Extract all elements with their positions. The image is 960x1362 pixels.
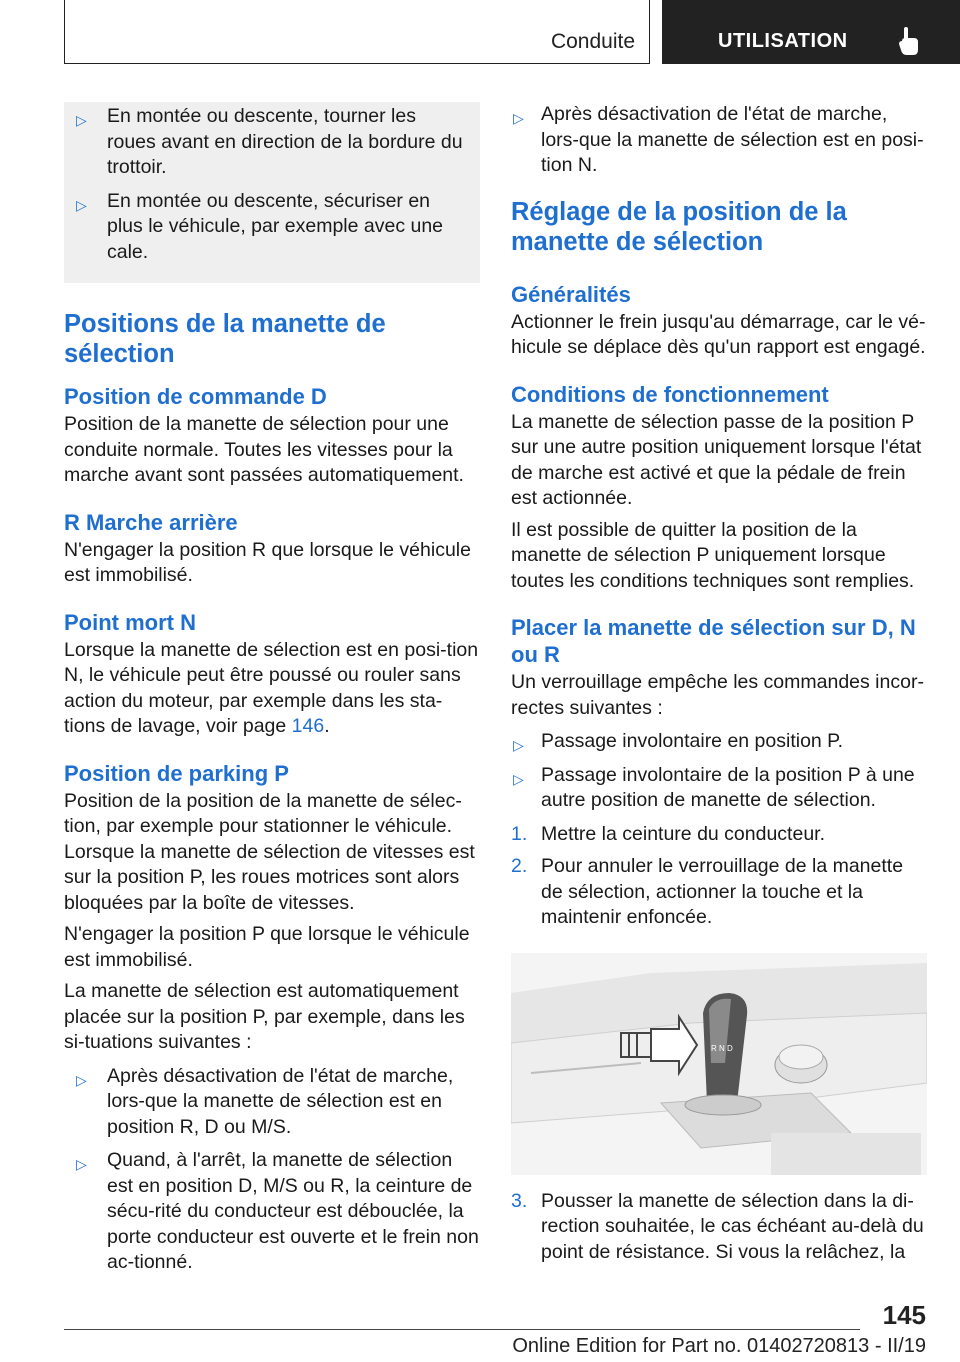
list-item: ▷ Passage involontaire de la position P à une autre position de manette de sélection. — [513, 763, 915, 811]
paragraph: N'engager la position R que lorsque le véhicule est immobilisé. — [64, 538, 471, 586]
triangle-bullet-icon: ▷ — [76, 112, 87, 128]
continued-list — [511, 102, 927, 179]
step-item: 3. Pousser la manette de sélection dans la di-rection souhaitée, le cas échéant au-delà du point de résistance. Si vous la relâchez, la — [511, 1189, 924, 1263]
paragraph: La manette de sélection est automatiquement placée sur la position P, par exemple, dans les si-tuations suivantes : — [64, 980, 465, 1053]
left-column — [64, 102, 480, 1284]
paragraph: La manette de sélection passe de la position P sur une autre position uniquement lorsque l'état de marche est activé et que la pédale de frein est actionnée. — [511, 410, 922, 509]
subheading-place: Placer la manette de sélection sur D, N ou R — [511, 615, 916, 667]
list-item: ▷ Quand, à l'arrêt, la manette de sélection est en position D, M/S ou R, la ceinture de sécu-rité du conducteur est débouclée, la porte conducteur est ouverte et le frein non ac-tionné. — [76, 1149, 479, 1273]
triangle-bullet-icon: ▷ — [513, 110, 524, 126]
header-chapter-title: UTILISATION — [718, 30, 848, 52]
steps-list — [511, 822, 927, 931]
paragraph: N'engager la position P que lorsque le véhicule est immobilisé. — [64, 923, 470, 971]
gear-selector-illustration — [511, 953, 927, 1175]
triangle-bullet-icon: ▷ — [76, 1156, 87, 1172]
section-heading: Réglage de la position de la manette de sélection — [511, 197, 847, 256]
step-item: 2. Pour annuler le verrouillage de la manette de sélection, actionner la touche et la maintenir enfoncée. — [511, 855, 904, 928]
footer-divider — [64, 1329, 860, 1330]
paragraph: Lorsque la manette de sélection est en posi-tion N, le véhicule peut être poussé ou rouler sans action du moteur, par exemple dans les sta-tions de lavage, voir page 146. — [64, 638, 479, 737]
hand-pointer-icon — [898, 26, 920, 56]
list-item: ▷ En montée ou descente, sécuriser en plus le véhicule, par exemple avec une cale. — [76, 189, 444, 263]
subheading-p: Position de parking P — [64, 760, 289, 786]
section-heading: Positions de la manette de sélection — [64, 310, 386, 368]
subheading-general: Généralités — [511, 281, 631, 307]
caution-list — [64, 104, 470, 265]
subheading-n: Point mort N — [64, 609, 196, 635]
step-item: 1. Mettre la ceinture du conducteur. — [511, 822, 927, 848]
subheading-d: Position de commande D — [64, 384, 327, 409]
list-item: ▷ En montée ou descente, tourner les roues avant en direction de la bordure du trottoir. — [76, 105, 463, 178]
page-number: 145 — [882, 1300, 926, 1330]
svg-text:R N D: R N D — [711, 1043, 733, 1053]
footer-edition: Online Edition for Part no. 01402720813 - II/19 — [512, 1335, 926, 1357]
steps-list-continued — [511, 1189, 927, 1266]
paragraph: Actionner le frein jusqu'au démarrage, car le vé-hicule se déplace dès qu'un rapport est engagé. — [511, 310, 926, 358]
subheading-conditions: Conditions de fonctionnement — [511, 381, 829, 407]
header-section-box — [64, 0, 650, 64]
header-chapter-tab — [662, 0, 960, 64]
list-item: ▷ Passage involontaire en position P. — [511, 729, 927, 755]
header-section-title: Conduite — [550, 30, 635, 53]
right-column — [511, 102, 927, 1272]
paragraph: Position de la position de la manette de sélec-tion, par exemple pour stationner le véhicule. Lorsque la manette de sélection de vitesses est sur la position P, les roues motrices sont alors bloquées par la boîte de vitesses. — [64, 789, 475, 914]
step-number: 2. — [511, 855, 528, 877]
paragraph: Position de la manette de sélection pour une conduite normale. Toutes les vitesses pour la marche avant sont passées automatiquement. — [64, 413, 464, 486]
paragraph: Un verrouillage empêche les commandes incor-rectes suivantes : — [511, 671, 924, 719]
caution-box — [64, 102, 480, 283]
triangle-bullet-icon: ▷ — [513, 737, 524, 753]
page-link[interactable]: 146 — [291, 715, 325, 737]
place-list — [511, 729, 927, 814]
paragraph: Il est possible de quitter la position de la manette de sélection P uniquement lorsque toutes les conditions techniques sont remplies. — [511, 518, 915, 592]
step-number: 3. — [511, 1189, 528, 1212]
p-situations-list — [64, 1064, 480, 1276]
list-item: ▷ Après désactivation de l'état de marche, lors-que la manette de sélection est en position R, D ou M/S. — [76, 1064, 454, 1138]
triangle-bullet-icon: ▷ — [76, 196, 87, 213]
triangle-bullet-icon: ▷ — [513, 770, 524, 787]
gear-selector-drawing — [511, 953, 927, 1175]
subheading-r: R Marche arrière — [64, 509, 238, 535]
list-item: ▷ Après désactivation de l'état de marche, lors-que la manette de sélection est en posi-tion N. — [513, 103, 924, 176]
triangle-bullet-icon: ▷ — [76, 1071, 87, 1088]
step-number: 1. — [511, 822, 528, 845]
